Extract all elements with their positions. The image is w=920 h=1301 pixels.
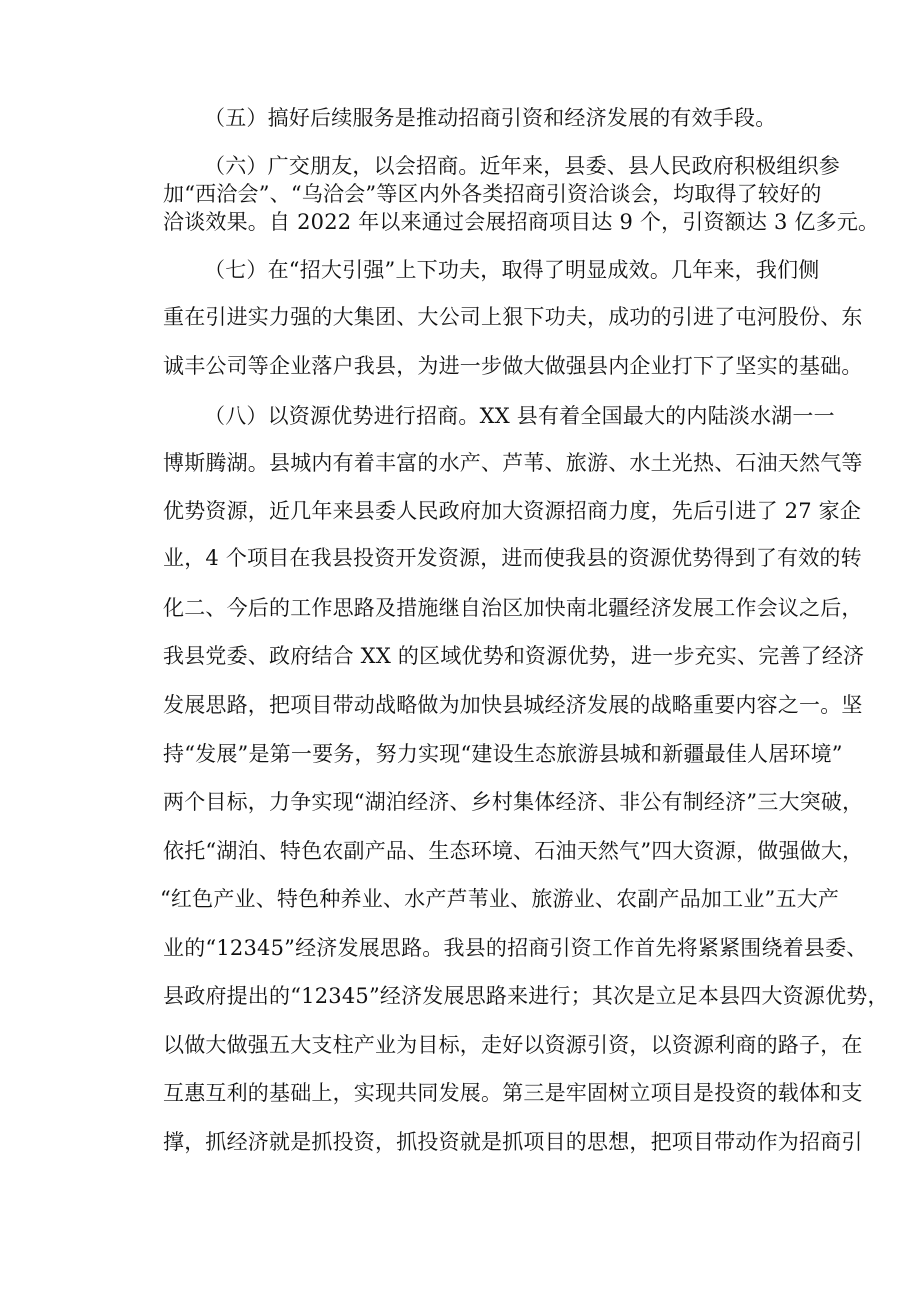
text-line: 博斯腾湖。县城内有着丰富的水产、芦苇、旅游、水土光热、石油天然气等 xyxy=(163,451,863,475)
text-line: 互惠互利的基础上，实现共同发展。第三是牢固树立项目是投资的载体和支 xyxy=(163,1081,863,1105)
text-line: 我县党委、政府结合 XX 的区域优势和资源优势，进一步充实、完善了经济 xyxy=(163,644,865,668)
text-line: 县政府提出的“12345”经济发展思路来进行；其次是立足本县四大资源优势， xyxy=(163,984,889,1008)
text-line: （六）广交朋友，以会招商。近年来，县委、县人民政府积极组织参 xyxy=(204,154,840,178)
text-line: 诚丰公司等企业落户我县，为进一步做大做强县内企业打下了坚实的基础。 xyxy=(163,354,863,378)
text-line: （五）搞好后续服务是推动招商引资和经济发展的有效手段。 xyxy=(204,106,777,130)
text-line: 发展思路，把项目带动战略做为加快县城经济发展的战略重要内容之一。坚 xyxy=(163,693,863,717)
text-line: 以做大做强五大支柱产业为目标，走好以资源引资，以资源利商的路子，在 xyxy=(163,1033,863,1057)
text-line: 业的“12345”经济发展思路。我县的招商引资工作首先将紧紧围绕着县委、 xyxy=(163,936,868,960)
text-line: 洽谈效果。自 2022 年以来通过会展招商项目达 9 个，引资额达 3 亿多元。 xyxy=(163,210,880,234)
text-line: 依托“湖泊、特色农副产品、生态环境、石油天然气”四大资源，做强做大， xyxy=(163,839,864,863)
text-line: （八）以资源优势进行招商。XX 县有着全国最大的内陆淡水湖一一 xyxy=(204,404,835,428)
text-line: 加“西洽会”、“乌洽会”等区内外各类招商引资洽谈会，均取得了较好的 xyxy=(163,182,822,206)
text-line: 重在引进实力强的大集团、大公司上狠下功夫，成功的引进了屯河股份、东 xyxy=(163,305,863,329)
text-line: 化二、今后的工作思路及措施继自治区加快南北疆经济发展工作会议之后， xyxy=(163,596,863,620)
text-line: （七）在“招大引强”上下功夫，取得了明显成效。几年来，我们侧 xyxy=(204,258,820,282)
text-line: “红色产业、特色种养业、水产芦苇业、旅游业、农副产品加工业”五大产 xyxy=(160,887,840,911)
text-line: 持“发展”是第一要务，努力实现“建设生态旅游县城和新疆最佳人居环境” xyxy=(163,742,843,766)
text-line: 两个目标，力争实现“湖泊经济、乡村集体经济、非公有制经济”三大突破， xyxy=(163,790,864,814)
text-line: 撑，抓经济就是抓投资，抓投资就是抓项目的思想，把项目带动作为招商引 xyxy=(163,1130,863,1154)
text-line: 业，4 个项目在我县投资开发资源，进而使我县的资源优势得到了有效的转 xyxy=(163,546,862,570)
text-line: 优势资源，近几年来县委人民政府加大资源招商力度，先后引进了 27 家企 xyxy=(163,499,862,523)
